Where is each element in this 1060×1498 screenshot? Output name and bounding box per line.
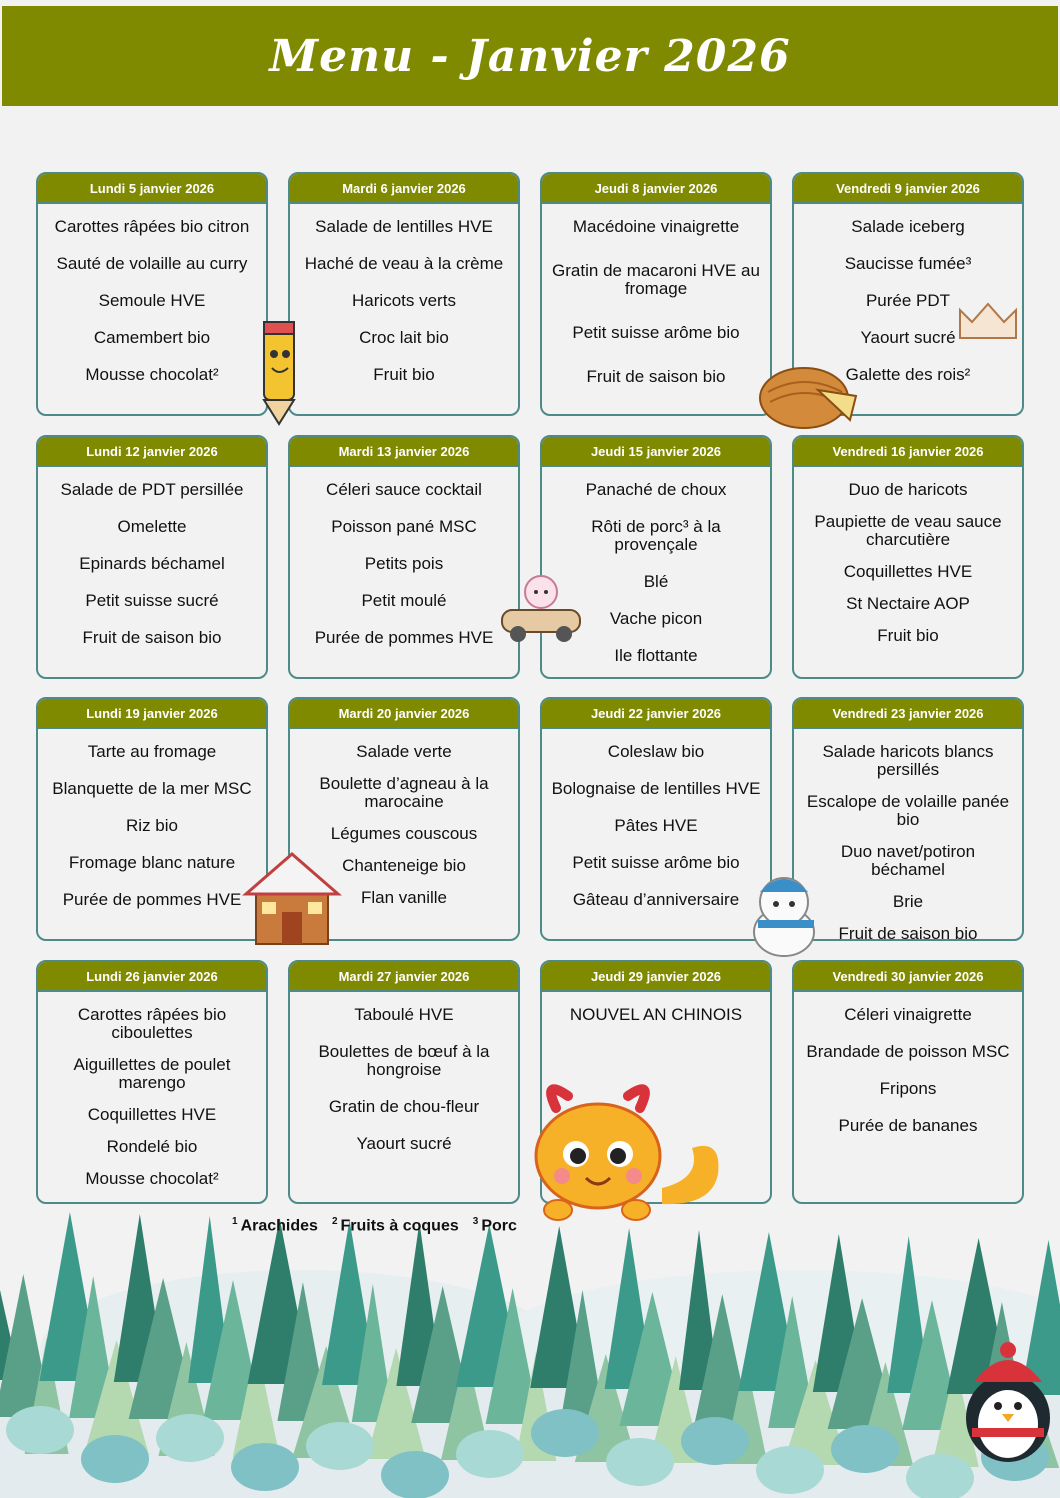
gingerbread-house-icon bbox=[238, 848, 348, 948]
dish-item: Duo de haricots bbox=[848, 480, 968, 499]
winter-forest-illustration bbox=[0, 1180, 1060, 1498]
dish-item: Fruit de saison bio bbox=[82, 628, 222, 647]
dish-item: Camembert bio bbox=[93, 328, 211, 347]
dish-item: Croc lait bio bbox=[359, 328, 449, 347]
dish-item: Riz bio bbox=[126, 816, 178, 835]
dish-item: Salade de PDT persillée bbox=[60, 480, 244, 499]
day-card bbox=[36, 697, 268, 941]
dish-item: St Nectaire AOP bbox=[846, 594, 970, 613]
dish-item: Macédoine vinaigrette bbox=[572, 217, 740, 236]
dish-item: Céleri vinaigrette bbox=[844, 1005, 972, 1024]
day-heading: Vendredi 9 janvier 2026 bbox=[794, 174, 1022, 204]
dish-item: Gratin de macaroni HVE au fromage bbox=[552, 261, 760, 298]
day-card bbox=[36, 435, 268, 679]
dish-item: Petit suisse arôme bio bbox=[572, 323, 740, 342]
dish-list bbox=[794, 992, 1022, 1154]
dish-item: Gratin de chou-fleur bbox=[328, 1097, 480, 1116]
dish-item: Haricots verts bbox=[352, 291, 456, 310]
dish-item: Duo navet/potiron béchamel bbox=[840, 842, 976, 879]
galette-icon bbox=[758, 362, 858, 432]
dish-item: Salade de lentilles HVE bbox=[315, 217, 493, 236]
dish-item: Epinards béchamel bbox=[79, 554, 225, 573]
dish-item: Tarte au fromage bbox=[87, 742, 217, 761]
snowy-bush bbox=[531, 1409, 599, 1457]
dish-item: Fromage blanc nature bbox=[68, 853, 236, 872]
snowy-bush bbox=[831, 1425, 899, 1473]
dish-item: Coquillettes HVE bbox=[87, 1105, 217, 1124]
day-heading: Jeudi 15 janvier 2026 bbox=[542, 437, 770, 467]
day-heading: Jeudi 8 janvier 2026 bbox=[542, 174, 770, 204]
day-card bbox=[288, 435, 520, 679]
dish-list bbox=[794, 729, 1022, 941]
dish-item: Salade verte bbox=[356, 742, 452, 761]
dish-item: Saucisse fumée³ bbox=[844, 254, 972, 273]
dish-item: Haché de veau à la crème bbox=[304, 254, 504, 273]
day-card bbox=[792, 960, 1024, 1204]
day-card bbox=[288, 172, 520, 416]
day-card bbox=[36, 172, 268, 416]
snowy-bush bbox=[306, 1422, 374, 1470]
dish-item: Fruit de saison bio bbox=[838, 924, 978, 941]
day-card bbox=[288, 960, 520, 1204]
dish-item: Coquillettes HVE bbox=[843, 562, 973, 581]
dish-item: Poisson pané MSC bbox=[331, 517, 477, 536]
dish-item: Escalope de volaille panée bio bbox=[806, 792, 1010, 829]
day-heading: Jeudi 29 janvier 2026 bbox=[542, 962, 770, 992]
dish-item: Fripons bbox=[879, 1079, 937, 1098]
dish-item: Rôti de porc³ à la provençale bbox=[591, 517, 721, 554]
penguin-icon bbox=[956, 1342, 1060, 1464]
dish-item: Céleri sauce cocktail bbox=[326, 480, 482, 499]
dish-item: NOUVEL AN CHINOIS bbox=[569, 1005, 743, 1024]
dish-item: Pâtes HVE bbox=[614, 816, 698, 835]
day-heading: Jeudi 22 janvier 2026 bbox=[542, 699, 770, 729]
dish-item: Carottes râpées bio citron bbox=[54, 217, 250, 236]
dish-list bbox=[794, 467, 1022, 659]
dragon-icon bbox=[532, 1078, 728, 1222]
dish-item: Purée de pommes HVE bbox=[314, 628, 494, 647]
dish-item: Petit moulé bbox=[361, 591, 447, 610]
dish-item: Salade iceberg bbox=[851, 217, 965, 236]
day-heading: Lundi 5 janvier 2026 bbox=[38, 174, 266, 204]
dish-item: Sauté de volaille au curry bbox=[56, 254, 248, 273]
dish-list bbox=[290, 467, 518, 666]
dish-item: Légumes couscous bbox=[330, 824, 478, 843]
dish-item: Flan vanille bbox=[361, 888, 447, 907]
dish-item: Paupiette de veau sauce charcutière bbox=[814, 512, 1002, 549]
dish-item: Salade haricots blancs persillés bbox=[822, 742, 994, 779]
legend-item-1: $^1$ Arachides bbox=[232, 1216, 318, 1235]
day-heading: Lundi 12 janvier 2026 bbox=[38, 437, 266, 467]
day-heading: Mardi 27 janvier 2026 bbox=[290, 962, 518, 992]
car-character-icon bbox=[496, 566, 586, 644]
day-heading: Mardi 6 janvier 2026 bbox=[290, 174, 518, 204]
dish-item: Purée de bananes bbox=[838, 1116, 978, 1135]
snowy-bush bbox=[231, 1443, 299, 1491]
dish-item: Fruit bio bbox=[373, 365, 435, 384]
snowy-bush bbox=[756, 1446, 824, 1494]
dish-item: Ile flottante bbox=[614, 646, 698, 665]
polar-bear-icon bbox=[742, 866, 828, 960]
snowy-bush bbox=[381, 1451, 449, 1498]
day-heading: Lundi 19 janvier 2026 bbox=[38, 699, 266, 729]
snowy-bush bbox=[606, 1438, 674, 1486]
snowy-bush bbox=[6, 1406, 74, 1454]
dish-item: Fruit de saison bio bbox=[586, 367, 726, 386]
day-heading: Lundi 26 janvier 2026 bbox=[38, 962, 266, 992]
dish-item: Purée PDT bbox=[865, 291, 951, 310]
snowy-bush bbox=[681, 1417, 749, 1465]
dish-item: Taboulé HVE bbox=[354, 1005, 454, 1024]
dish-list bbox=[38, 992, 266, 1202]
day-card bbox=[540, 697, 772, 941]
day-card bbox=[540, 172, 772, 416]
snowy-bush bbox=[81, 1435, 149, 1483]
legend-item-2: $^2$ Fruits à coques bbox=[331, 1216, 459, 1235]
dish-item: Aiguillettes de poulet marengo bbox=[73, 1055, 231, 1092]
dish-list bbox=[38, 204, 266, 403]
dish-item: Mousse chocolat² bbox=[85, 365, 219, 384]
dish-list bbox=[542, 729, 770, 928]
pencil-mascot-icon bbox=[250, 318, 312, 426]
dish-item: Fruit bio bbox=[877, 626, 939, 645]
dish-item: Chanteneige bio bbox=[342, 856, 466, 875]
dish-item: Vache picon bbox=[609, 609, 703, 628]
day-heading: Mardi 20 janvier 2026 bbox=[290, 699, 518, 729]
page-title: Menu - Janvier 2026 bbox=[269, 30, 791, 82]
legend-item-3: $^3$ Porc bbox=[472, 1216, 517, 1235]
crown-icon bbox=[956, 298, 1020, 342]
dish-item: Brie bbox=[892, 892, 924, 911]
day-card bbox=[792, 435, 1024, 679]
dish-item: Brandade de poisson MSC bbox=[806, 1042, 1010, 1061]
dish-list bbox=[290, 204, 518, 403]
day-heading: Vendredi 16 janvier 2026 bbox=[794, 437, 1022, 467]
dish-list bbox=[38, 467, 266, 666]
dish-item: Omelette bbox=[117, 517, 187, 536]
dish-item: Mousse chocolat² bbox=[85, 1169, 219, 1188]
dish-list bbox=[542, 992, 770, 1043]
dish-item: Coleslaw bio bbox=[607, 742, 705, 761]
dish-item: Galette des rois² bbox=[845, 365, 971, 384]
dish-item: Bolognaise de lentilles HVE bbox=[551, 779, 761, 798]
dish-item: Blanquette de la mer MSC bbox=[52, 779, 252, 798]
dish-item: Carottes râpées bio ciboulettes bbox=[77, 1005, 227, 1042]
allergen-legend bbox=[232, 1216, 517, 1235]
day-heading: Mardi 13 janvier 2026 bbox=[290, 437, 518, 467]
dish-item: Semoule HVE bbox=[98, 291, 206, 310]
day-heading: Vendredi 23 janvier 2026 bbox=[794, 699, 1022, 729]
dish-item: Yaourt sucré bbox=[356, 1134, 452, 1153]
dish-list bbox=[38, 729, 266, 928]
dish-item: Boulette d’agneau à la marocaine bbox=[319, 774, 489, 811]
dish-item: Purée de pommes HVE bbox=[62, 890, 242, 909]
day-card bbox=[36, 960, 268, 1204]
dish-item: Rondelé bio bbox=[106, 1137, 198, 1156]
snowy-bush bbox=[456, 1430, 524, 1478]
snowy-bush bbox=[156, 1414, 224, 1462]
dish-item: Gâteau d’anniversaire bbox=[572, 890, 740, 909]
dish-item: Boulettes de bœuf à la hongroise bbox=[318, 1042, 490, 1079]
dish-item: Petits pois bbox=[364, 554, 444, 573]
dish-item: Petit suisse sucré bbox=[85, 591, 219, 610]
dish-list bbox=[542, 204, 770, 412]
dish-item: Yaourt sucré bbox=[860, 328, 956, 347]
dish-list bbox=[290, 992, 518, 1172]
dish-item: Petit suisse arôme bio bbox=[572, 853, 740, 872]
day-heading: Vendredi 30 janvier 2026 bbox=[794, 962, 1022, 992]
dish-item: Panaché de choux bbox=[585, 480, 727, 499]
dish-item: Blé bbox=[643, 572, 669, 591]
